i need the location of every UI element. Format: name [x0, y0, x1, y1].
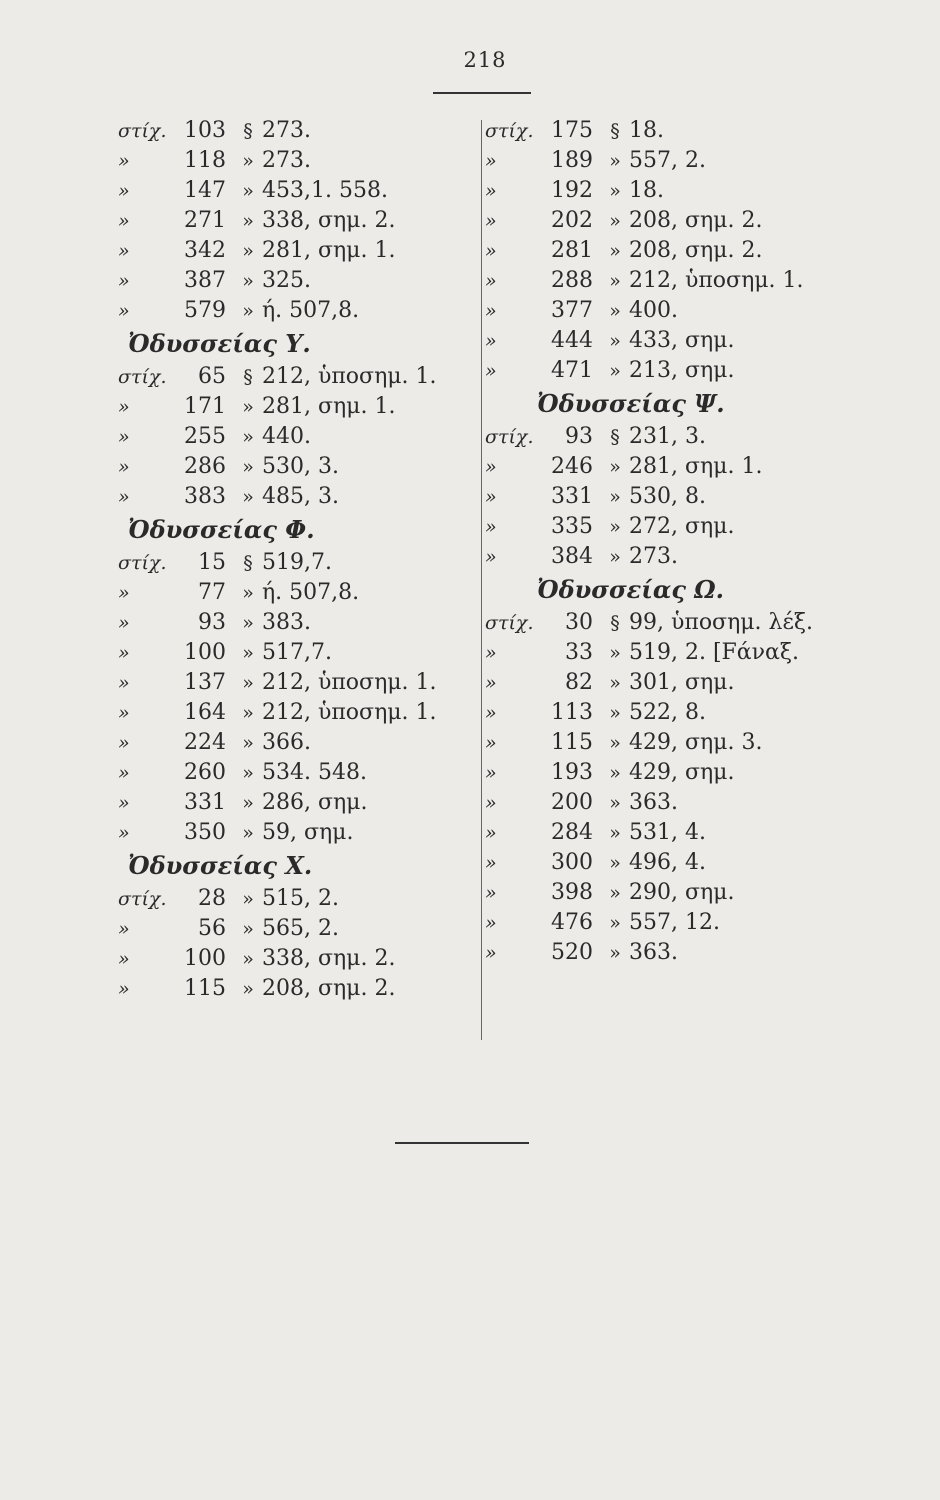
entry-lead: » — [485, 270, 497, 292]
index-entry — [118, 788, 518, 818]
index-entry — [485, 908, 865, 938]
entry-separator: » — [242, 702, 254, 724]
index-entry — [485, 296, 865, 326]
section-reference: 290, σημ. — [629, 880, 735, 905]
index-entry — [485, 638, 865, 668]
entry-lead: » — [485, 330, 497, 352]
verse-number: 520 — [551, 940, 593, 965]
entry-lead: » — [118, 822, 130, 844]
entry-lead: » — [118, 732, 130, 754]
verse-number: 202 — [551, 208, 593, 233]
section-reference: 433, σημ. — [629, 328, 735, 353]
index-entry — [485, 788, 865, 818]
section-reference: 534. 548. — [262, 760, 367, 785]
entry-separator: » — [609, 642, 621, 664]
entry-lead: » — [485, 360, 497, 382]
entry-separator: » — [609, 300, 621, 322]
entry-separator: » — [242, 822, 254, 844]
verse-number: 93 — [198, 610, 226, 635]
entry-separator: » — [609, 852, 621, 874]
index-entry — [118, 578, 518, 608]
entry-lead: » — [485, 210, 497, 232]
entry-separator: » — [609, 456, 621, 478]
section-reference: 273. — [262, 118, 311, 143]
index-entry — [118, 758, 518, 788]
verse-number: 398 — [551, 880, 593, 905]
entry-separator: § — [243, 366, 253, 388]
index-entry — [485, 728, 865, 758]
index-entry — [118, 668, 518, 698]
index-entry — [118, 698, 518, 728]
entry-lead: » — [118, 150, 130, 172]
entry-lead: » — [118, 762, 130, 784]
section-reference: 400. — [629, 298, 678, 323]
section-reference: 522, 8. — [629, 700, 706, 725]
index-entry — [485, 878, 865, 908]
verse-number: 171 — [184, 394, 226, 419]
section-reference: 286, σημ. — [262, 790, 368, 815]
entry-lead: στίχ. — [485, 612, 534, 634]
index-entry — [485, 818, 865, 848]
entry-lead: » — [485, 180, 497, 202]
section-heading: Ὀδυσσείας Υ. — [128, 329, 311, 358]
bottom-rule — [395, 1142, 529, 1144]
index-entry — [485, 452, 865, 482]
section-reference: 231, 3. — [629, 424, 706, 449]
section-reference: 519,7. — [262, 550, 332, 575]
entry-separator: » — [242, 612, 254, 634]
index-entry — [485, 938, 865, 968]
entry-lead: » — [118, 426, 130, 448]
entry-separator: » — [242, 582, 254, 604]
section-heading: Ὀδυσσείας Χ. — [128, 851, 313, 880]
entry-separator: » — [609, 912, 621, 934]
entry-lead: στίχ. — [118, 366, 167, 388]
section-reference: 212, ὑποσημ. 1. — [262, 670, 437, 695]
entry-lead: » — [118, 486, 130, 508]
section-reference: 557, 2. — [629, 148, 706, 173]
entry-lead: στίχ. — [118, 552, 167, 574]
entry-separator: » — [242, 732, 254, 754]
verse-number: 77 — [198, 580, 226, 605]
entry-lead: » — [485, 912, 497, 934]
index-entry — [118, 638, 518, 668]
index-entry — [118, 116, 518, 146]
index-entry — [118, 914, 518, 944]
section-reference: 531, 4. — [629, 820, 706, 845]
verse-number: 113 — [551, 700, 593, 725]
verse-number: 115 — [184, 976, 226, 1001]
entry-separator: » — [609, 822, 621, 844]
entry-lead: στίχ. — [485, 120, 534, 142]
index-entry — [118, 176, 518, 206]
section-reference: 453,1. 558. — [262, 178, 388, 203]
verse-number: 28 — [198, 886, 226, 911]
entry-lead: » — [485, 762, 497, 784]
verse-number: 350 — [184, 820, 226, 845]
index-entry — [485, 266, 865, 296]
index-entry — [485, 236, 865, 266]
entry-separator: » — [609, 210, 621, 232]
verse-number: 15 — [198, 550, 226, 575]
verse-number: 260 — [184, 760, 226, 785]
index-entry — [485, 146, 865, 176]
verse-number: 30 — [565, 610, 593, 635]
verse-number: 255 — [184, 424, 226, 449]
entry-separator: » — [242, 210, 254, 232]
entry-separator: » — [242, 240, 254, 262]
index-entry — [118, 452, 518, 482]
entry-separator: » — [609, 330, 621, 352]
section-heading: Ὀδυσσείας Φ. — [128, 515, 315, 544]
verse-number: 331 — [184, 790, 226, 815]
index-entry — [118, 548, 518, 578]
section-reference: 18. — [629, 178, 664, 203]
entry-separator: » — [609, 732, 621, 754]
index-entry — [118, 884, 518, 914]
section-reference: 530, 8. — [629, 484, 706, 509]
column-divider — [481, 120, 482, 1040]
entry-separator: » — [242, 918, 254, 940]
entry-lead: » — [485, 672, 497, 694]
section-reference: 281, σημ. 1. — [262, 238, 396, 263]
entry-separator: » — [609, 672, 621, 694]
entry-lead: » — [485, 822, 497, 844]
index-entry — [118, 482, 518, 512]
section-reference: 519, 2. [Fάναξ. — [629, 640, 800, 665]
entry-lead: » — [485, 150, 497, 172]
verse-number: 444 — [551, 328, 593, 353]
entry-separator: » — [609, 942, 621, 964]
section-reference: 565, 2. — [262, 916, 339, 941]
entry-lead: στίχ. — [118, 120, 167, 142]
entry-lead: στίχ. — [485, 426, 534, 448]
verse-number: 56 — [198, 916, 226, 941]
entry-lead: » — [118, 270, 130, 292]
index-entry — [118, 392, 518, 422]
entry-lead: » — [485, 702, 497, 724]
verse-number: 300 — [551, 850, 593, 875]
entry-separator: § — [610, 426, 620, 448]
section-reference: 301, σημ. — [629, 670, 735, 695]
verse-number: 335 — [551, 514, 593, 539]
verse-number: 115 — [551, 730, 593, 755]
entry-separator: » — [242, 672, 254, 694]
section-reference: 208, σημ. 2. — [262, 976, 396, 1001]
section-reference: 273. — [262, 148, 311, 173]
entry-separator: » — [609, 882, 621, 904]
index-entry — [485, 848, 865, 878]
entry-lead: » — [485, 456, 497, 478]
index-entry — [118, 146, 518, 176]
section-reference: 325. — [262, 268, 311, 293]
section-reference: ή. 507,8. — [262, 580, 360, 605]
section-reference: 18. — [629, 118, 664, 143]
verse-number: 200 — [551, 790, 593, 815]
index-entry — [118, 266, 518, 296]
index-entry — [118, 974, 518, 1004]
section-reference: 429, σημ. 3. — [629, 730, 763, 755]
entry-lead: » — [118, 978, 130, 1000]
entry-separator: » — [609, 240, 621, 262]
entry-lead: » — [118, 792, 130, 814]
verse-number: 189 — [551, 148, 593, 173]
verse-number: 93 — [565, 424, 593, 449]
entry-lead: » — [118, 396, 130, 418]
verse-number: 246 — [551, 454, 593, 479]
section-heading: Ὀδυσσείας Ψ. — [537, 389, 725, 418]
entry-separator: » — [242, 642, 254, 664]
verse-number: 281 — [551, 238, 593, 263]
index-entry — [485, 608, 865, 638]
index-entry — [485, 758, 865, 788]
section-reference: 338, σημ. 2. — [262, 946, 396, 971]
verse-number: 65 — [198, 364, 226, 389]
entry-separator: » — [242, 270, 254, 292]
section-reference: 281, σημ. 1. — [629, 454, 763, 479]
section-reference: 517,7. — [262, 640, 332, 665]
entry-separator: » — [242, 300, 254, 322]
index-entry — [118, 422, 518, 452]
entry-separator: » — [609, 270, 621, 292]
section-reference: 557, 12. — [629, 910, 720, 935]
entry-lead: » — [118, 582, 130, 604]
index-entry — [118, 236, 518, 266]
entry-separator: » — [609, 546, 621, 568]
section-reference: 272, σημ. — [629, 514, 735, 539]
index-entry — [485, 422, 865, 452]
verse-number: 100 — [184, 946, 226, 971]
page-number: 218 — [463, 48, 507, 72]
verse-number: 342 — [184, 238, 226, 263]
index-entry — [485, 176, 865, 206]
index-entry — [485, 116, 865, 146]
index-entry — [485, 668, 865, 698]
section-reference: ή. 507,8. — [262, 298, 360, 323]
entry-separator: » — [242, 456, 254, 478]
section-reference: 212, ὑποσημ. 1. — [629, 268, 804, 293]
entry-lead: » — [485, 240, 497, 262]
section-reference: 208, σημ. 2. — [629, 208, 763, 233]
entry-separator: » — [242, 888, 254, 910]
entry-separator: » — [242, 486, 254, 508]
section-reference: 485, 3. — [262, 484, 339, 509]
verse-number: 103 — [184, 118, 226, 143]
verse-number: 33 — [565, 640, 593, 665]
section-reference: 59, σημ. — [262, 820, 354, 845]
entry-separator: § — [610, 612, 620, 634]
index-entry — [118, 296, 518, 326]
section-reference: 208, σημ. 2. — [629, 238, 763, 263]
entry-lead: στίχ. — [118, 888, 167, 910]
entry-lead: » — [118, 642, 130, 664]
section-reference: 496, 4. — [629, 850, 706, 875]
entry-lead: » — [485, 942, 497, 964]
index-entry — [118, 728, 518, 758]
entry-separator: » — [242, 978, 254, 1000]
section-reference: 366. — [262, 730, 311, 755]
verse-number: 192 — [551, 178, 593, 203]
entry-separator: » — [609, 702, 621, 724]
section-reference: 213, σημ. — [629, 358, 735, 383]
entry-lead: » — [485, 732, 497, 754]
entry-separator: » — [609, 150, 621, 172]
section-reference: 212, ὑποσημ. 1. — [262, 700, 437, 725]
verse-number: 476 — [551, 910, 593, 935]
entry-lead: » — [485, 792, 497, 814]
verse-number: 193 — [551, 760, 593, 785]
section-reference: 273. — [629, 544, 678, 569]
verse-number: 100 — [184, 640, 226, 665]
verse-number: 377 — [551, 298, 593, 323]
entry-lead: » — [485, 882, 497, 904]
verse-number: 271 — [184, 208, 226, 233]
index-entry — [485, 698, 865, 728]
section-reference: 363. — [629, 940, 678, 965]
verse-number: 118 — [184, 148, 226, 173]
verse-number: 384 — [551, 544, 593, 569]
section-reference: 281, σημ. 1. — [262, 394, 396, 419]
index-entry — [485, 206, 865, 236]
entry-lead: » — [485, 516, 497, 538]
entry-separator: » — [609, 486, 621, 508]
entry-separator: § — [243, 120, 253, 142]
verse-number: 286 — [184, 454, 226, 479]
entry-lead: » — [118, 918, 130, 940]
entry-separator: » — [242, 426, 254, 448]
verse-number: 284 — [551, 820, 593, 845]
verse-number: 147 — [184, 178, 226, 203]
verse-number: 288 — [551, 268, 593, 293]
entry-separator: » — [242, 792, 254, 814]
verse-number: 82 — [565, 670, 593, 695]
entry-separator: § — [243, 552, 253, 574]
index-entry — [485, 542, 865, 572]
entry-lead: » — [118, 210, 130, 232]
index-entry — [485, 356, 865, 386]
index-entry — [485, 512, 865, 542]
left-column — [118, 116, 518, 1004]
index-entry — [485, 326, 865, 356]
section-reference: 99, ὑποσημ. λέξ. — [629, 610, 813, 635]
index-entry — [485, 482, 865, 512]
verse-number: 331 — [551, 484, 593, 509]
entry-lead: » — [118, 456, 130, 478]
section-reference: 212, ὑποσημ. 1. — [262, 364, 437, 389]
index-entry — [118, 818, 518, 848]
top-rule — [433, 92, 531, 94]
entry-lead: » — [485, 852, 497, 874]
entry-lead: » — [485, 642, 497, 664]
entry-separator: » — [609, 792, 621, 814]
verse-number: 579 — [184, 298, 226, 323]
entry-separator: » — [609, 516, 621, 538]
entry-separator: » — [242, 396, 254, 418]
section-reference: 530, 3. — [262, 454, 339, 479]
section-reference: 515, 2. — [262, 886, 339, 911]
entry-separator: » — [609, 360, 621, 382]
entry-lead: » — [118, 702, 130, 724]
entry-lead: » — [485, 486, 497, 508]
verse-number: 383 — [184, 484, 226, 509]
entry-separator: » — [242, 180, 254, 202]
entry-separator: » — [242, 150, 254, 172]
section-reference: 383. — [262, 610, 311, 635]
verse-number: 387 — [184, 268, 226, 293]
section-reference: 440. — [262, 424, 311, 449]
entry-lead: » — [118, 180, 130, 202]
verse-number: 137 — [184, 670, 226, 695]
section-reference: 338, σημ. 2. — [262, 208, 396, 233]
section-reference: 429, σημ. — [629, 760, 735, 785]
entry-lead: » — [118, 240, 130, 262]
entry-separator: » — [609, 180, 621, 202]
verse-number: 164 — [184, 700, 226, 725]
index-entry — [118, 362, 518, 392]
entry-lead: » — [485, 300, 497, 322]
entry-lead: » — [118, 612, 130, 634]
entry-lead: » — [485, 546, 497, 568]
entry-separator: » — [609, 762, 621, 784]
entry-separator: » — [242, 762, 254, 784]
entry-lead: » — [118, 672, 130, 694]
index-entry — [118, 608, 518, 638]
verse-number: 224 — [184, 730, 226, 755]
index-entry — [118, 206, 518, 236]
index-entry — [118, 944, 518, 974]
entry-lead: » — [118, 300, 130, 322]
right-column — [485, 116, 865, 968]
verse-number: 175 — [551, 118, 593, 143]
entry-lead: » — [118, 948, 130, 970]
section-heading: Ὀδυσσείας Ω. — [537, 575, 725, 604]
section-reference: 363. — [629, 790, 678, 815]
entry-separator: » — [242, 948, 254, 970]
verse-number: 471 — [551, 358, 593, 383]
entry-separator: § — [610, 120, 620, 142]
